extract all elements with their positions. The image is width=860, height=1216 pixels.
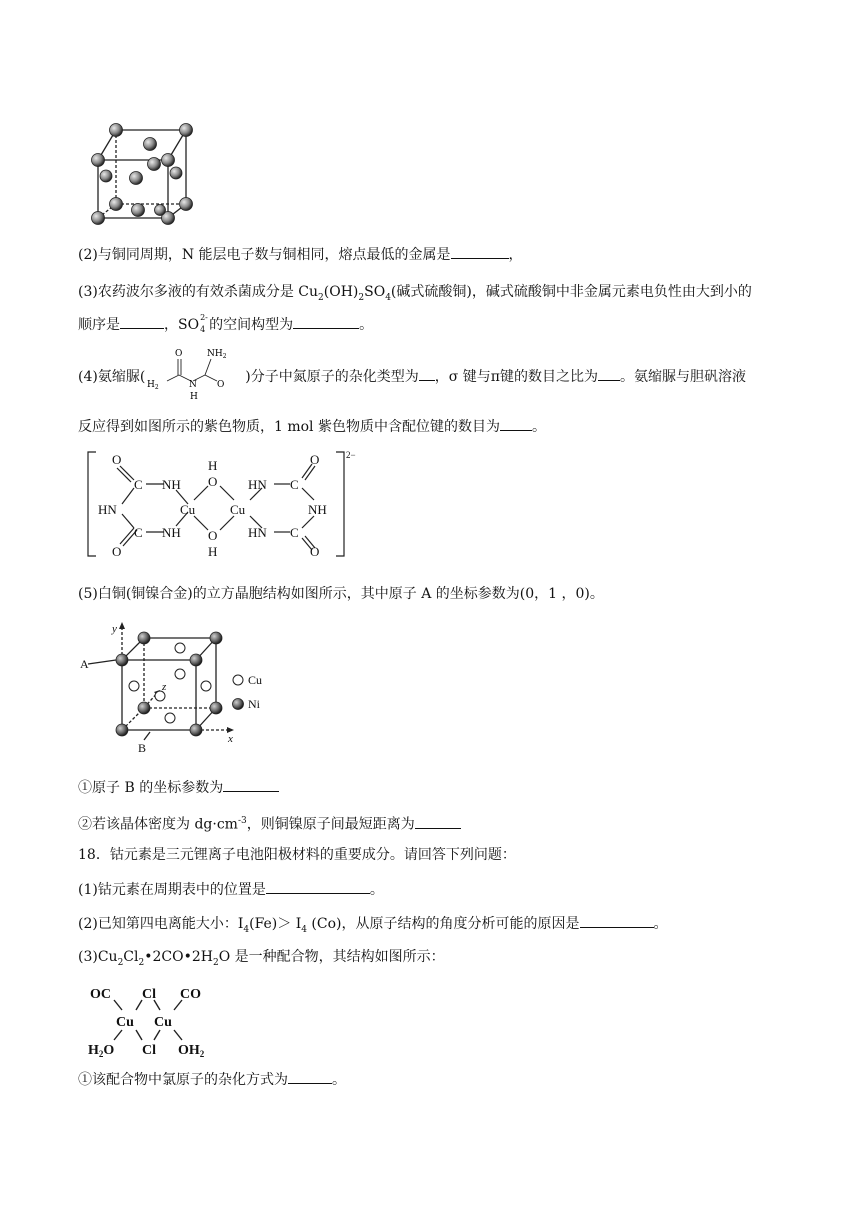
svg-text:NH: NH bbox=[308, 502, 327, 517]
svg-text:CO: CO bbox=[180, 987, 201, 1002]
question-4-line-2: 反应得到如图所示的紫色物质，1 mol 紫色物质中含配位键的数目为 。 bbox=[78, 416, 546, 437]
svg-text:O: O bbox=[112, 452, 122, 467]
svg-text:x: x bbox=[228, 733, 233, 745]
svg-text:H: H bbox=[208, 458, 218, 473]
svg-text:y: y bbox=[112, 623, 117, 635]
svg-text:B: B bbox=[138, 741, 147, 755]
svg-text:N: N bbox=[189, 380, 198, 390]
svg-text:O: O bbox=[217, 380, 225, 390]
question-5: (5)白铜(铜镍合金)的立方晶胞结构如图所示，其中原子 A 的坐标参数为(0，1 ，0)。 bbox=[78, 586, 604, 602]
svg-text:Cl: Cl bbox=[142, 987, 156, 1002]
question-18-part-3: $(3)Cu_2Cl_2•2CO•2H_2O$ 是一种配合物，其结构如图所示： bbox=[78, 949, 445, 968]
svg-text:Cu: Cu bbox=[154, 1015, 172, 1030]
svg-text:C: C bbox=[134, 525, 143, 540]
svg-text:NH: NH bbox=[162, 525, 181, 540]
svg-text:C: C bbox=[290, 525, 299, 540]
question-18-intro: 18．钴元素是三元锂离子电池阳极材料的重要成分。请回答下列问题： bbox=[78, 847, 516, 863]
svg-text:O: O bbox=[175, 349, 183, 359]
svg-text:C: C bbox=[134, 477, 143, 492]
svg-text:H2O: $H_2O$ bbox=[88, 1043, 115, 1058]
answer-blank[interactable] bbox=[598, 366, 620, 381]
svg-text:O: O bbox=[310, 544, 320, 559]
cu-ni-unit-cell-figure bbox=[78, 618, 278, 758]
svg-text:Cu: Cu bbox=[230, 502, 246, 517]
question-3-line-1: (3)农药波尔多液的有效杀菌成分是 $Cu_2(OH)_2SO_4$(碱式硫酸铜)，碱式硫酸铜中非金属元素电负性由大到小的 bbox=[78, 284, 752, 303]
cu2cl2-co-h2o-structure bbox=[84, 982, 224, 1058]
svg-text:z: z bbox=[162, 681, 167, 693]
answer-blank[interactable] bbox=[415, 814, 461, 829]
svg-text:Cu: Cu bbox=[180, 502, 196, 517]
copper-biuret-complex-figure bbox=[84, 448, 374, 560]
svg-text:H: H bbox=[208, 544, 218, 559]
svg-text:Cu: Cu bbox=[248, 673, 263, 687]
question-5-part-1: ①原子 B 的坐标参数为 bbox=[78, 777, 279, 798]
svg-text:Cu: Cu bbox=[116, 1015, 134, 1030]
svg-text:H2: $H_2$ bbox=[147, 380, 159, 391]
svg-text:NH2: $NH_2$ bbox=[207, 349, 227, 360]
svg-text:H: H bbox=[190, 392, 199, 402]
svg-text:HN: HN bbox=[248, 525, 267, 540]
answer-blank[interactable] bbox=[419, 366, 435, 381]
svg-text:O: O bbox=[208, 528, 218, 543]
svg-text:HN: HN bbox=[98, 502, 117, 517]
question-18-part-1: (1)钴元素在周期表中的位置是 。 bbox=[78, 879, 384, 900]
svg-text:HN: HN bbox=[248, 477, 267, 492]
biuret-structure bbox=[145, 349, 245, 402]
svg-text:OH2: $OH_2$ bbox=[178, 1043, 205, 1058]
svg-text:Ni: Ni bbox=[248, 697, 260, 711]
answer-blank[interactable] bbox=[293, 314, 359, 329]
answer-blank[interactable] bbox=[223, 777, 279, 792]
question-18-part-2: (2)已知第四电离能大小：$I_4(Fe)> I_4$ (Co)，从原子结构的角度分析可能的原因是 。 bbox=[78, 913, 668, 940]
answer-blank[interactable] bbox=[580, 913, 654, 928]
answer-blank[interactable] bbox=[451, 244, 509, 259]
svg-text:Cl: Cl bbox=[142, 1043, 156, 1058]
answer-blank[interactable] bbox=[500, 416, 532, 431]
svg-text:2−: 2− bbox=[346, 450, 356, 460]
svg-text:C: C bbox=[290, 477, 299, 492]
question-2: (2)与铜同周期，N 能层电子数与铜相同，熔点最低的金属是 ， bbox=[78, 244, 523, 265]
answer-blank[interactable] bbox=[288, 1069, 332, 1084]
svg-text:A: A bbox=[80, 657, 89, 671]
svg-text:O: O bbox=[112, 544, 122, 559]
answer-blank[interactable] bbox=[266, 879, 370, 894]
question-5-part-2: ②若该晶体密度为 $dg\cdot cm^{-3}$，则铜镍原子间最短距离为 bbox=[78, 811, 461, 835]
svg-text:OC: OC bbox=[90, 987, 111, 1002]
crystal-cell-figure-1 bbox=[84, 118, 204, 230]
svg-text:O: O bbox=[310, 452, 320, 467]
question-18-part-3-1: ①该配合物中氯原子的杂化方式为 。 bbox=[78, 1069, 346, 1090]
question-3-line-2: 顺序是 ，SO 2- 4 的空间构型为 。 bbox=[78, 313, 374, 334]
svg-text:NH: NH bbox=[162, 477, 181, 492]
svg-text:O: O bbox=[208, 474, 218, 489]
answer-blank[interactable] bbox=[120, 314, 164, 329]
question-4-line-1: (4)氨缩脲( O $NH_2$ $H_2$ N H O )分子中氮原子的杂化类型为 ，σ 键与π键的数目之比为 。氨缩脲与胆矾溶液 bbox=[78, 349, 746, 402]
